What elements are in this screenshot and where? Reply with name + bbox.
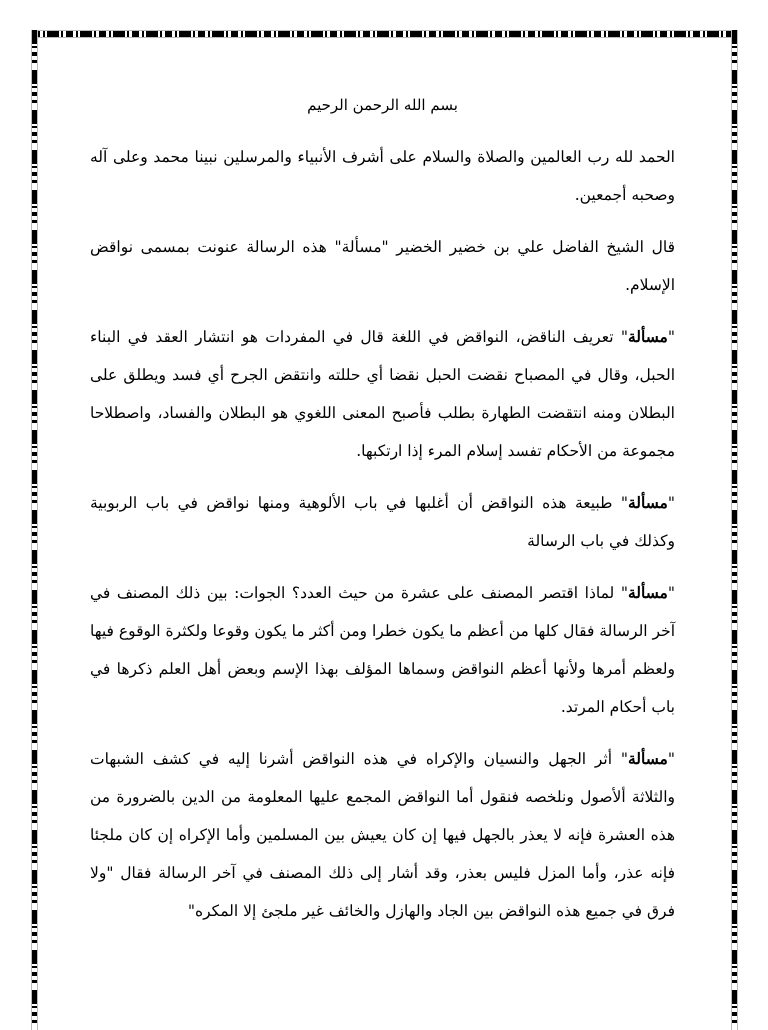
masalah-label: مسألة bbox=[627, 749, 668, 768]
paragraph-text: لماذا اقتصر المصنف على عشرة من حيث العدد؟ الجوات: بين ذلك المصنف في آخر الرسالة فقال كلها من أعظم ما يكون خطرا ومن أكثر ما يكون وقوعا ولكثرة الوقوع فيها ولعظم أمرها ولأنها أعظم النواقض وسماها المؤلف بهذا الإسم وبعض أهل العلم ذكرها في باب أحكام المرتد. bbox=[90, 584, 675, 716]
quote-open: " bbox=[667, 750, 675, 768]
masalah-label: مسألة bbox=[627, 583, 668, 602]
quote-close: " bbox=[613, 328, 628, 346]
attribution-paragraph: قال الشيخ الفاضل علي بن خضير الخضير "مسألة" هذه الرسالة عنونت بمسمى نواقض الإسلام. bbox=[90, 238, 675, 294]
masalah-label: مسألة bbox=[627, 493, 668, 512]
quote-close: " bbox=[612, 750, 628, 768]
masalah-paragraph-3 bbox=[90, 574, 675, 726]
masalah-label: مسألة bbox=[627, 327, 668, 346]
paragraph-text: تعريف الناقض، النواقض في اللغة قال في المفردات هو انتشار العقد في البناء الحبل، وقال في المصباح نقضت الحبل نقضا أي حللته وانتقض الجرح أي فسد ويطلق على البطلان ومنه انتقضت الطهارة بطلب فأصبح المعنى اللغوي هو البطلان والفساد، واصطلاحا مجموعة من الأحكام تفسد إسلام المرء إذا ارتكبها. bbox=[90, 328, 675, 460]
quote-open: " bbox=[667, 584, 675, 602]
decorative-border-right bbox=[731, 30, 738, 1030]
basmala-heading: بسم الله الرحمن الرحيم bbox=[307, 96, 458, 114]
quote-open: " bbox=[667, 328, 675, 346]
quote-open: " bbox=[667, 494, 675, 512]
intro-paragraph: الحمد لله رب العالمين والصلاة والسلام على أشرف الأنبياء والمرسلين نبينا محمد وعلى آله وصحبه أجمعين. bbox=[90, 148, 675, 204]
document-body bbox=[90, 88, 675, 930]
decorative-border-left bbox=[31, 30, 38, 1030]
masalah-paragraph-4 bbox=[90, 740, 675, 930]
masalah-paragraph-1 bbox=[90, 318, 675, 470]
paragraph-text: أثر الجهل والنسيان والإكراه في هذه النواقض أشرنا إليه في كشف الشبهات والثلاثة ألأصول ونلخصه فنقول أما النواقض المجمع عليها المعلومة من الدين بالضرورة من هذه العشرة فإنه لا يعذر بالجهل فيها إن كان يعيش بين المسلمين وأما الإكراه إن كان ملجئا فإنه عذر، وأما المزل فليس بعذر، وقد أشار إلى ذلك المصنف في آخر الرسالة فقال "ولا فرق في جميع هذه النواقض بين الجاد والهازل والخائف غير ملجئ إلا المكره" bbox=[90, 750, 675, 920]
quote-close: " bbox=[614, 584, 628, 602]
decorative-border-top bbox=[33, 30, 735, 38]
masalah-paragraph-2 bbox=[90, 484, 675, 560]
quote-close: " bbox=[612, 494, 628, 512]
paragraph-text: طبيعة هذه النواقض أن أغلبها في باب الألوهية ومنها نواقض في باب الربوبية وكذلك في باب الرسالة bbox=[90, 494, 675, 550]
